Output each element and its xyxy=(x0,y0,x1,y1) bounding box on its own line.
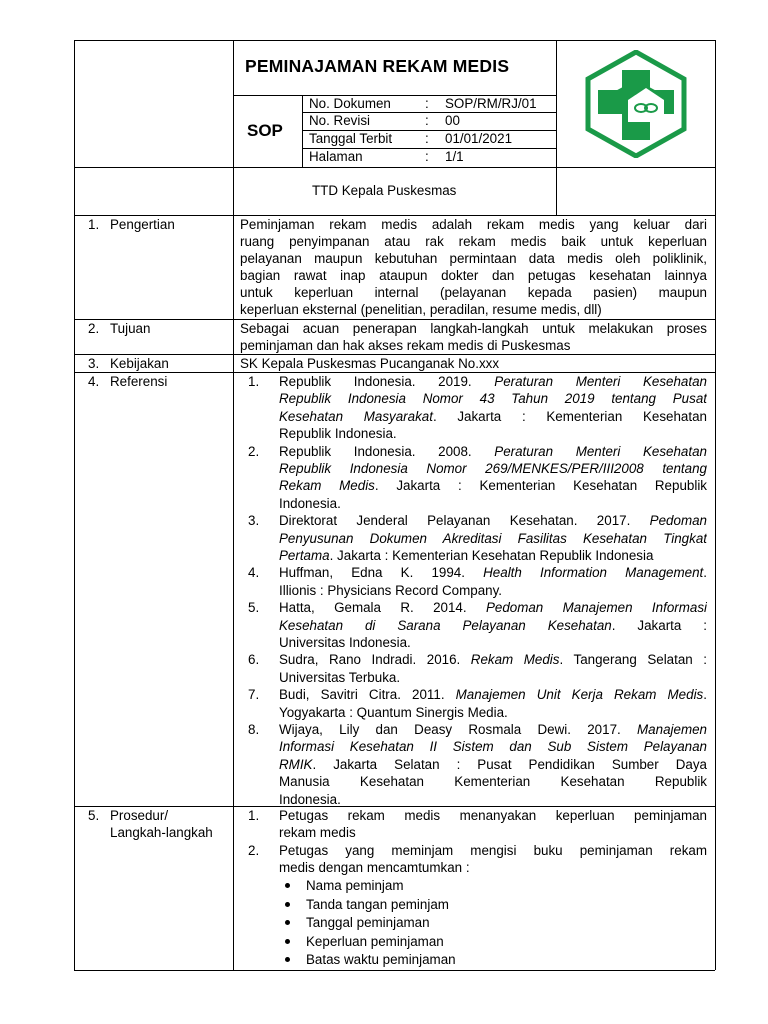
reference-item xyxy=(279,686,707,721)
signature-label: TTD Kepala Puskesmas xyxy=(312,183,457,198)
meta-value: SOP/RM/RJ/01 xyxy=(445,96,537,111)
text-line: untuk keperluan internal (pelayanan kepada pasien) maupun xyxy=(240,285,707,300)
reference-item xyxy=(279,599,707,651)
reference-line: Yogyakarta : Quantum Sinergis Media. xyxy=(279,704,508,720)
section-number: 1. xyxy=(88,217,100,232)
sop-label: SOP xyxy=(247,121,283,140)
section-label-pengertian: Pengertian xyxy=(110,217,175,232)
reference-line: Sudra, Rano Indradi. 2016. Rekam Medis. Tangerang Selatan : xyxy=(279,652,707,668)
reference-item xyxy=(279,373,707,443)
step-line: Petugas rekam medis menanyakan keperluan peminjaman xyxy=(279,808,707,823)
reference-line: Republik Indonesia Nomor 269/MENKES/PER/III2008 tentang xyxy=(279,461,707,476)
reference-line: Illionis : Physicians Record Company. xyxy=(279,582,503,598)
step-line: medis dengan mencamtumkan : xyxy=(279,860,470,875)
reference-line: Republik Indonesia. xyxy=(279,426,397,442)
meta-separator: : xyxy=(425,149,429,164)
section-number: 4. xyxy=(88,374,100,389)
reference-item xyxy=(279,512,707,564)
reference-number: 5. xyxy=(248,600,260,616)
reference-line: Republik Indonesia. 2008. Peraturan Menteri Kesehatan xyxy=(279,443,707,459)
list-item-text: Tanda tangan peminjam xyxy=(306,897,449,912)
meta-value: 1/1 xyxy=(445,149,464,164)
section-number: 2. xyxy=(88,321,100,336)
reference-line: Republik Indonesia. 2019. Peraturan Menteri Kesehatan xyxy=(279,374,707,389)
reference-number: 4. xyxy=(248,565,260,581)
list-item xyxy=(285,896,449,913)
reference-item xyxy=(279,564,707,599)
step-line: Petugas yang meminjam mengisi buku peminjaman rekam xyxy=(279,843,707,858)
reference-line: Direktorat Jenderal Pelayanan Kesehatan. 2017. Pedoman xyxy=(279,513,707,529)
bullet-icon xyxy=(285,902,290,907)
reference-item xyxy=(279,721,707,808)
list-item-text: Tanggal peminjaman xyxy=(306,915,430,930)
section-number: 3. xyxy=(88,356,100,371)
reference-line: Rekam Medis. Jakarta : Kementerian Kesehatan Republik xyxy=(279,478,707,494)
reference-item xyxy=(279,443,707,513)
step-number: 2. xyxy=(248,843,260,858)
reference-line: Huffman, Edna K. 1994. Health Information Management. xyxy=(279,565,707,581)
reference-line: Indonesia. xyxy=(279,495,341,511)
section-label-kebijakan: Kebijakan xyxy=(110,356,169,371)
reference-line: Republik Indonesia Nomor 43 Tahun 2019 tentang Pusat xyxy=(279,391,707,407)
list-item xyxy=(285,933,444,950)
meta-label: Halaman xyxy=(309,149,363,164)
reference-line: Kesehatan di Sarana Pelayanan Kesehatan. Jakarta : xyxy=(279,617,707,633)
meta-separator: : xyxy=(425,96,429,111)
bullet-icon xyxy=(285,939,290,944)
reference-line: Pertama. Jakarta : Kementerian Kesehatan Republik Indonesia xyxy=(279,548,654,563)
list-item-text: Nama peminjam xyxy=(306,878,404,893)
reference-item xyxy=(279,651,707,686)
meta-label: No. Dokumen xyxy=(309,96,391,111)
reference-number: 8. xyxy=(248,722,260,737)
reference-line: Universitas Indonesia. xyxy=(279,635,411,650)
step-line: rekam medis xyxy=(279,825,356,840)
list-item xyxy=(285,951,456,968)
section-label-prosedur: Prosedur/ xyxy=(110,808,169,823)
kebijakan-text: SK Kepala Puskesmas Pucanganak No.xxx xyxy=(240,356,500,371)
reference-line: Budi, Savitri Citra. 2011. Manajemen Unit Kerja Rekam Medis. xyxy=(279,687,707,703)
step-number: 1. xyxy=(248,808,260,823)
text-line: Peminjaman rekam medis adalah rekam medis yang keluar dari xyxy=(240,217,707,232)
reference-line: Universitas Terbuka. xyxy=(279,669,401,685)
list-item-text: Keperluan peminjaman xyxy=(306,934,444,949)
section-label-referensi: Referensi xyxy=(110,374,168,389)
reference-number: 3. xyxy=(248,513,260,529)
reference-number: 1. xyxy=(248,374,260,389)
document-title: PEMINAJAMAN REKAM MEDIS xyxy=(245,56,510,76)
reference-line: Indonesia. xyxy=(279,791,341,807)
reference-line: Hatta, Gemala R. 2014. Pedoman Manajemen Informasi xyxy=(279,600,707,616)
meta-value: 01/01/2021 xyxy=(445,131,513,146)
list-item-text: Batas waktu peminjaman xyxy=(306,952,456,967)
text-line: keperluan eksternal (penelitian, peradilan, resume medis, dll) xyxy=(240,302,602,317)
text-line: pelayanan maupun kebutuhan permintaan data medis oleh poliklinik, xyxy=(240,251,707,266)
meta-separator: : xyxy=(425,113,429,128)
bullet-icon xyxy=(285,957,290,962)
meta-separator: : xyxy=(425,131,429,146)
section-label-tujuan: Tujuan xyxy=(110,321,151,336)
reference-line: RMIK. Jakarta Selatan : Pusat Pendidikan Sumber Daya xyxy=(279,756,707,772)
meta-value: 00 xyxy=(445,113,460,128)
text-line: ruang penyimpanan atau rak rekam medis baik untuk keperluan xyxy=(240,234,707,249)
reference-number: 6. xyxy=(248,652,260,668)
meta-label: Tanggal Terbit xyxy=(309,131,393,146)
reference-line: Kesehatan Masyarakat. Jakarta : Kementerian Kesehatan xyxy=(279,408,707,424)
reference-line: Wijaya, Lily dan Deasy Rosmala Dewi. 2017. Manajemen xyxy=(279,722,707,737)
list-item xyxy=(285,914,430,931)
section-label-prosedur: Langkah-langkah xyxy=(110,825,213,840)
reference-number: 2. xyxy=(248,443,260,459)
puskesmas-logo xyxy=(584,50,688,158)
text-line: Sebagai acuan penerapan langkah-langkah untuk melakukan proses xyxy=(240,321,707,336)
text-line: peminjaman dan hak akses rekam medis di Puskesmas xyxy=(240,338,571,353)
reference-line: Penyusunan Dokumen Akreditasi Fasilitas Kesehatan Tingkat xyxy=(279,530,707,546)
bullet-icon xyxy=(285,883,290,888)
reference-line: Informasi Kesehatan II Sistem dan Sub Sistem Pelayanan xyxy=(279,739,707,755)
reference-number: 7. xyxy=(248,687,260,703)
meta-label: No. Revisi xyxy=(309,113,371,128)
text-line: bagian rawat inap ataupun dokter dan petugas kesehatan lainnya xyxy=(240,268,707,283)
section-number: 5. xyxy=(88,808,100,823)
list-item xyxy=(285,877,404,894)
reference-line: Manusia Kesehatan Kementerian Kesehatan Republik xyxy=(279,774,707,790)
bullet-icon xyxy=(285,920,290,925)
